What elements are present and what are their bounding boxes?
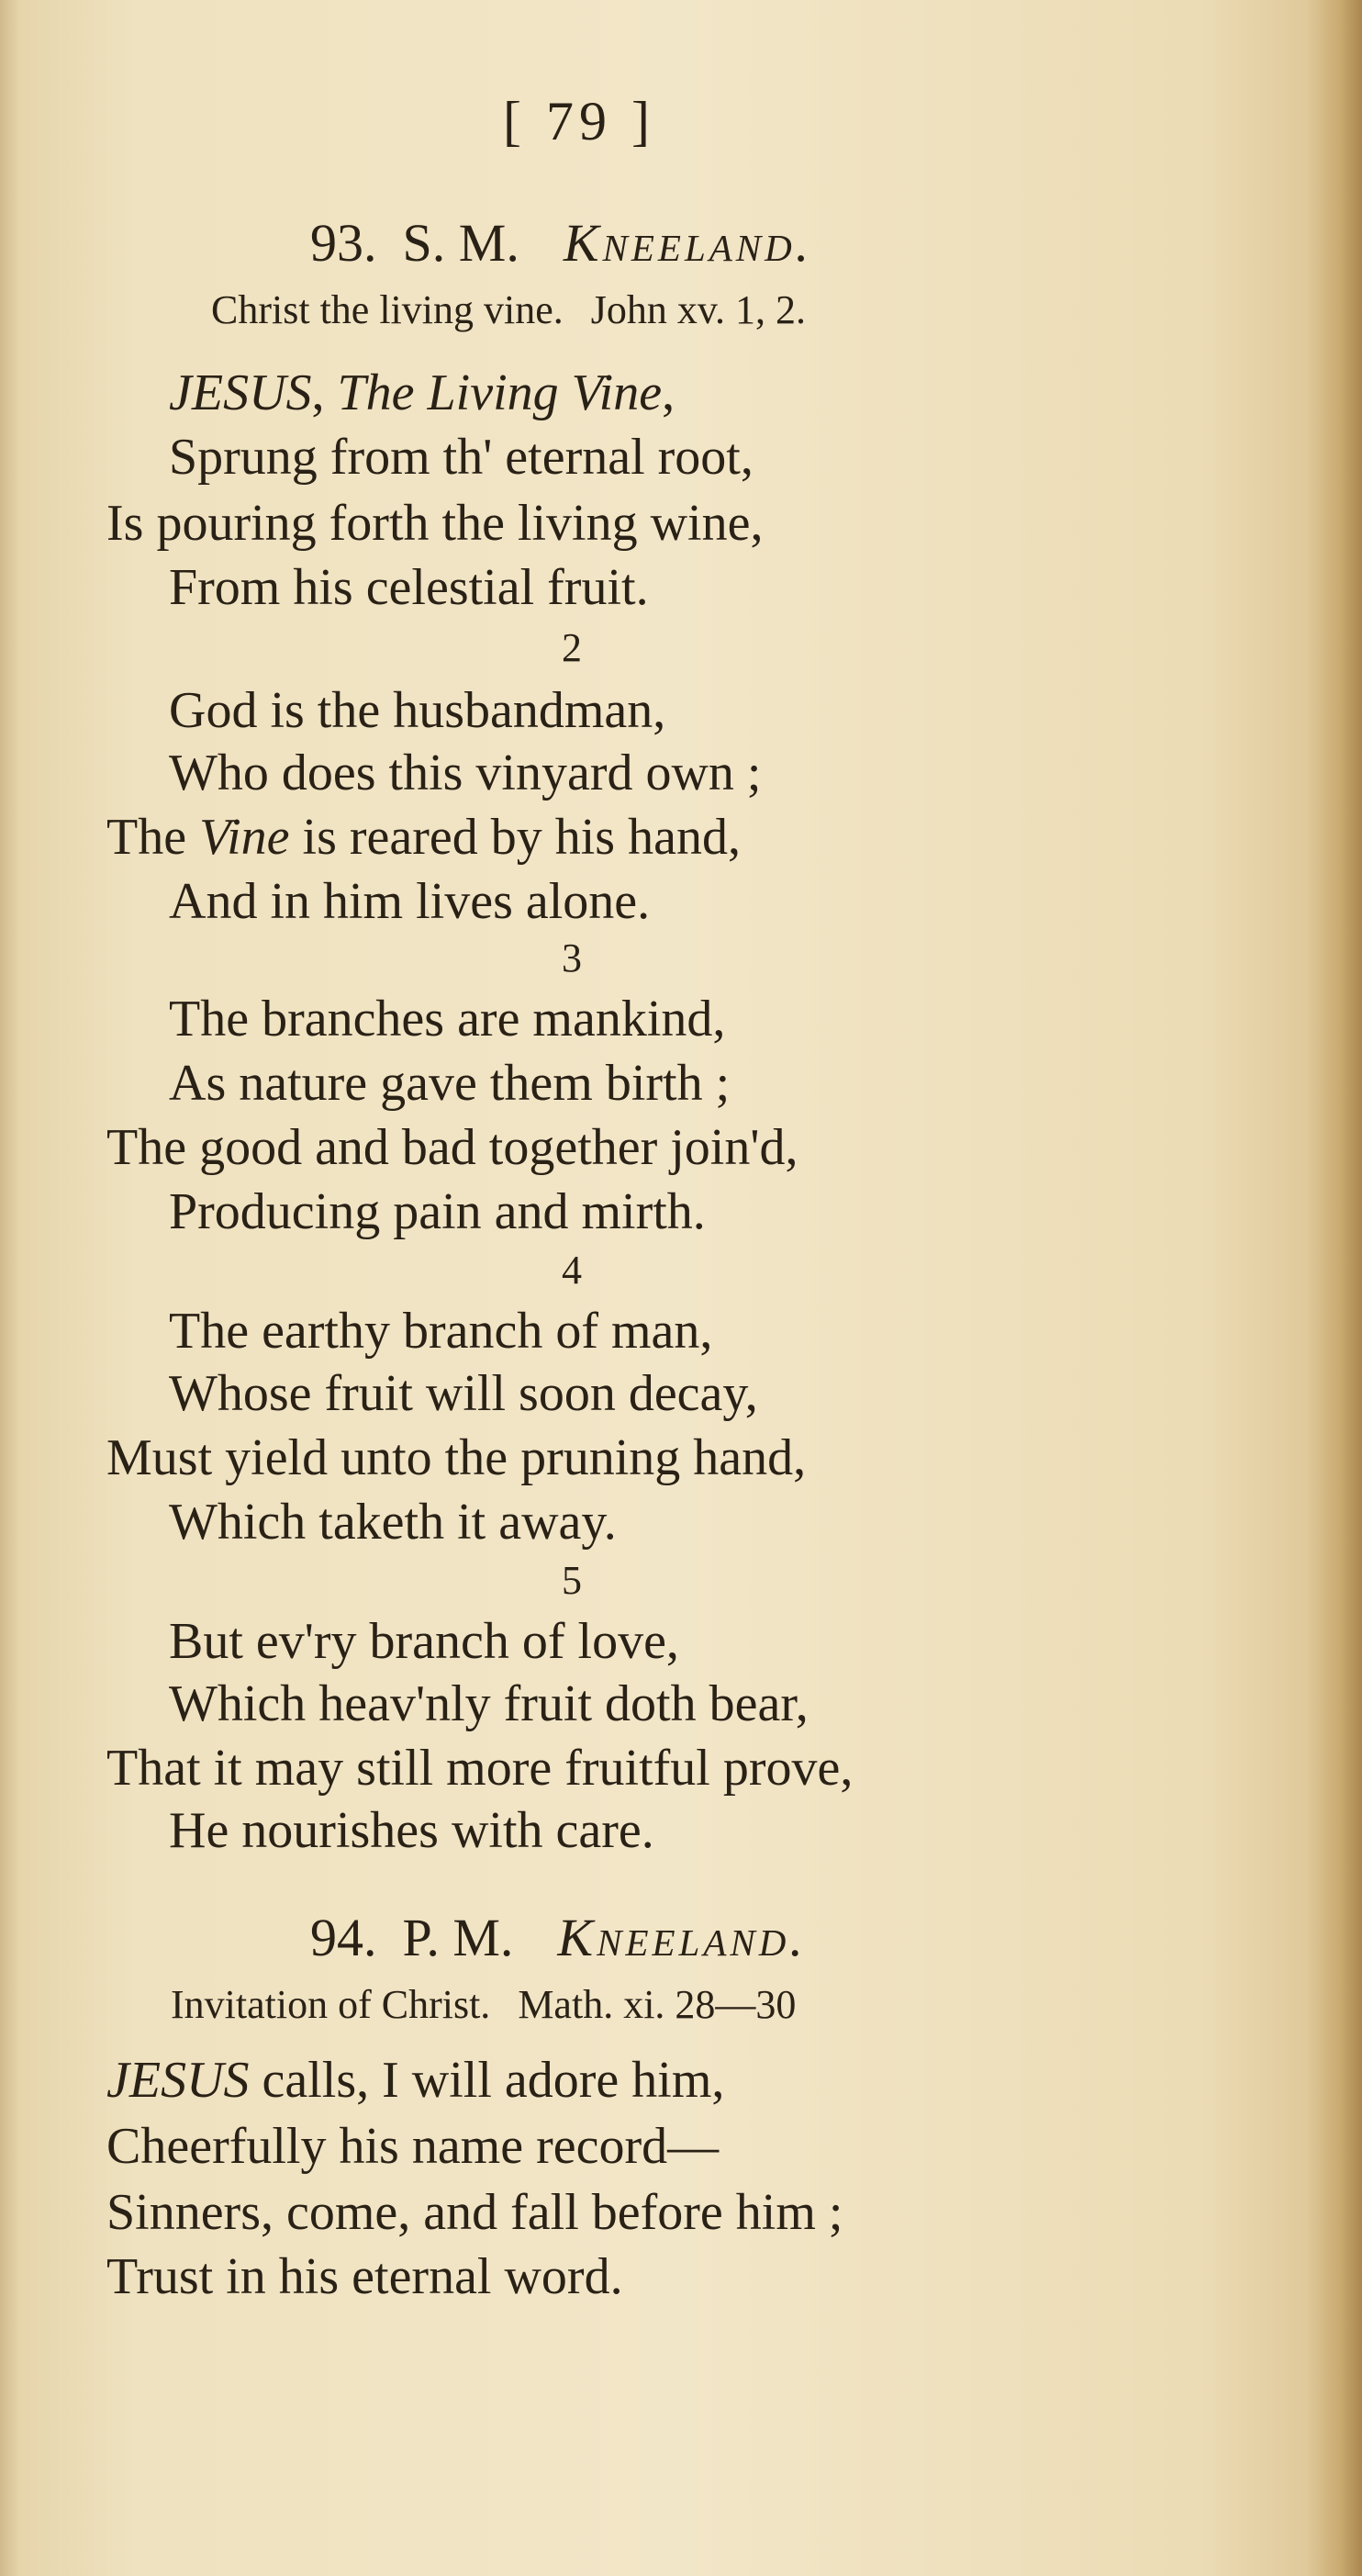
verse-line: The good and bad together join'd, — [106, 1119, 798, 1176]
verse-line: Sprung from th' eternal root, — [169, 429, 754, 486]
verse-line: God is the husbandman, — [169, 682, 666, 739]
hymn-93-heading — [310, 213, 813, 273]
verse-line: JESUS calls, I will adore him, — [106, 2052, 725, 2109]
hymn-94-heading — [310, 1908, 807, 1967]
verse-number: 5 — [562, 1558, 582, 1603]
verse-line: JESUS, The Living Vine, — [169, 364, 675, 421]
verse-line: The branches are mankind, — [169, 991, 726, 1047]
hymn-scripture: John xv. 1, 2. — [590, 287, 807, 332]
verse-line: Must yield unto the pruning hand, — [106, 1429, 807, 1486]
verse-line: Which taketh it away. — [169, 1494, 617, 1551]
verse-line: Cheerfully his name record— — [106, 2118, 720, 2175]
verse-line: From his celestial fruit. — [169, 559, 649, 616]
hymn-meter: P. M. — [402, 1908, 514, 1967]
verse-number: 2 — [562, 625, 582, 670]
verse-line: Whose fruit will soon decay, — [169, 1365, 758, 1422]
page-number: [ 79 ] — [503, 91, 655, 151]
verse-line: As nature gave them birth ; — [169, 1055, 731, 1112]
verse-line: But ev'ry branch of love, — [169, 1613, 679, 1670]
hymn-tune: Kneeland. — [557, 1908, 807, 1967]
verse-line: Who does this vinyard own ; — [169, 745, 762, 801]
verse-line: He nourishes with care. — [169, 1802, 654, 1859]
verse-line: Which heav'nly fruit doth bear, — [169, 1675, 809, 1732]
hymn-number: 94. — [310, 1908, 377, 1967]
hymn-subtitle: Christ the living vine. — [211, 287, 564, 332]
hymn-tune: Kneeland. — [563, 213, 813, 273]
verse-line: Sinners, come, and fall before him ; — [106, 2184, 843, 2241]
verse-line: That it may still more fruitful prove, — [106, 1740, 854, 1797]
verse-line: Trust in his eternal word. — [106, 2248, 623, 2305]
hymn-subtitle: Invitation of Christ. — [171, 1982, 491, 2027]
hymn-meter: S. M. — [402, 213, 519, 273]
hymn-scripture: Math. xi. 28—30 — [518, 1982, 797, 2027]
verse-line: Producing pain and mirth. — [169, 1183, 706, 1240]
page-right-edge — [1307, 0, 1362, 2576]
verse-line: The Vine is reared by his hand, — [106, 809, 741, 866]
verse-line: And in him lives alone. — [169, 873, 651, 930]
hymn-number: 93. — [310, 213, 377, 273]
verse-number: 4 — [562, 1248, 582, 1293]
verse-line: Is pouring forth the living wine, — [106, 495, 764, 552]
hymn-94-subtitle-row — [171, 1982, 797, 2027]
verse-number: 3 — [562, 935, 582, 980]
verse-line: The earthy branch of man, — [169, 1303, 713, 1360]
page-left-edge — [0, 0, 20, 2576]
hymn-93-subtitle-row — [211, 287, 807, 332]
